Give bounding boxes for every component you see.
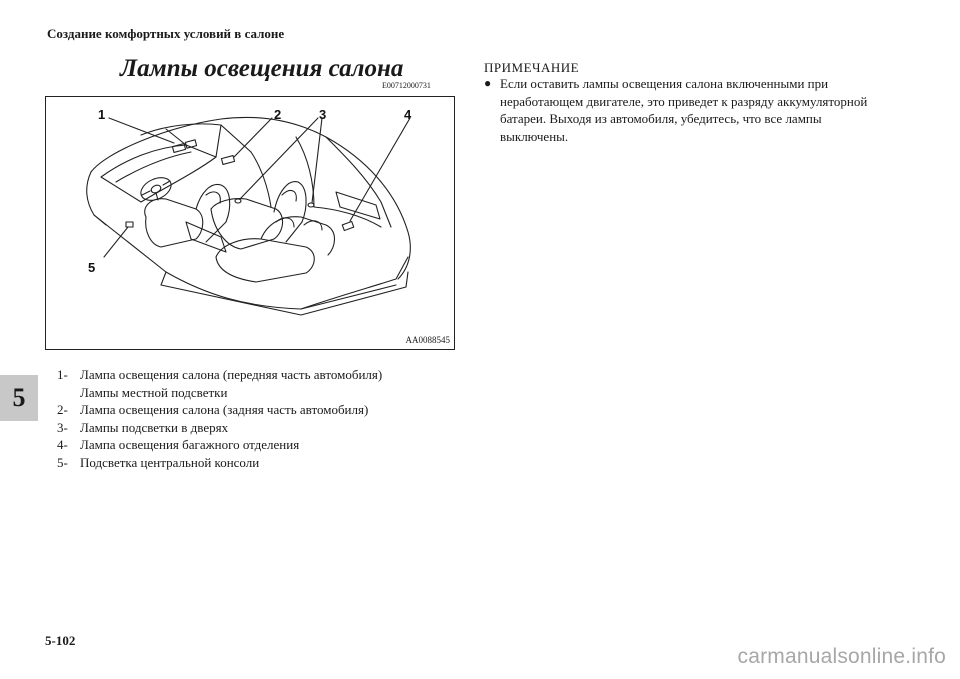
legend-text: Лампа освещения салона (передняя часть автомобиля) — [80, 367, 383, 382]
note-text: Если оставить лампы освещения салона включенными при неработающем двигателе, это приведет к разряду аккумуляторной батареи. Выходя из автомобиля, убедитесь, что все лампы выключены. — [500, 76, 868, 144]
legend-item — [57, 454, 382, 472]
callout-4: 4 — [404, 107, 412, 122]
page-number: 5-102 — [45, 633, 76, 648]
legend-item — [57, 436, 382, 454]
note-block — [484, 75, 884, 145]
legend-item — [57, 401, 382, 419]
legend-text: Лампы подсветки в дверях — [80, 419, 229, 435]
legend-item — [57, 366, 382, 384]
callout-3: 3 — [319, 107, 327, 122]
chapter-tab: 5 — [0, 375, 38, 421]
legend-num: 2- — [57, 402, 68, 417]
car-interior-illustration — [46, 97, 454, 349]
callout-5: 5 — [88, 260, 96, 275]
section-title: Лампы освещения салона — [120, 55, 404, 82]
car-interior-figure — [45, 96, 455, 350]
note-title: ПРИМЕЧАНИЕ — [484, 60, 580, 75]
section-code: E00712000731 — [382, 81, 431, 90]
legend-text: Лампа освещения салона (задняя часть автомобиля) — [80, 402, 369, 417]
legend-text: Лампа освещения багажного отделения — [80, 437, 300, 452]
running-header: Создание комфортных условий в салоне — [47, 26, 285, 41]
legend-item — [57, 419, 382, 437]
legend-text: Лампы местной подсветки — [80, 384, 228, 400]
watermark: carmanualsonline.info — [737, 645, 946, 668]
legend-num: 3- — [57, 419, 68, 435]
figure-code: AA0088545 — [405, 335, 450, 345]
legend-item — [57, 384, 382, 402]
legend-num: 5- — [57, 454, 68, 470]
callout-1: 1 — [98, 107, 106, 122]
legend-text: Подсветка центральной консоли — [80, 454, 260, 470]
legend-num: 4- — [57, 437, 68, 452]
legend-num — [57, 384, 80, 402]
figure-legend — [57, 366, 382, 471]
callout-2: 2 — [274, 107, 282, 122]
legend-num: 1- — [57, 367, 68, 382]
bullet-icon: ● — [484, 76, 492, 90]
